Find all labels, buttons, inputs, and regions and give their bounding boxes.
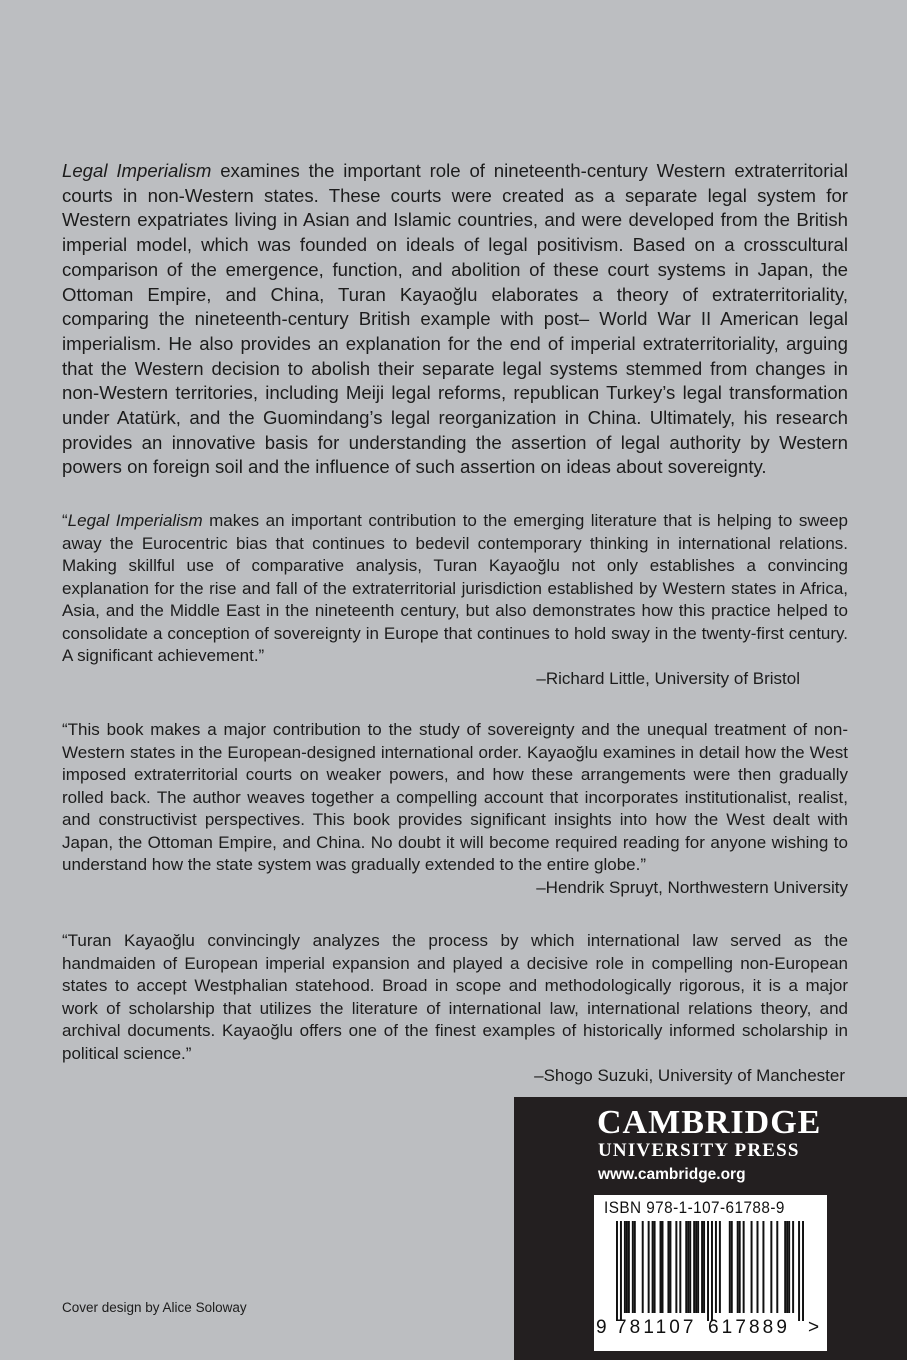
barcode-bar [626, 1221, 628, 1313]
barcode-bar [620, 1221, 622, 1321]
quote-text: “Turan Kayaoğlu convincingly analyzes the process by which international law served as the handmaiden of European imperial expansion and played a decisive role in compelling non-European states to accept Westphalian statehood. Broad in scope and methodologically rigorous, it is a major work of scholarship that utilizes the literature of international law, international relations theory, and archival documents. Kayaoğlu offers one of the finest examples of historically informed scholarship in political science.” [62, 931, 848, 1063]
description-text: examines the important role of nineteenth-century Western extraterritorial courts in non-Western states. These courts were created as a separate legal system for Western expatriates living in Asian and Islamic countries, and were developed from the British imperial model, which was founded on ideals of legal positivism. Based on a crosscultural comparison of the emergence, function, and abolition of these court systems in Japan, the Ottoman Empire, and China, Turan Kayaoğlu elaborates a theory of extraterritoriality, comparing the nineteenth-century British example with post– World War II American legal imperialism. He also provides an explanation for the end of imperial extraterritoriality, arguing that the Western decision to abolish their separate legal systems stemmed from changes in non-Western territories, including Meiji legal reforms, republican Turkey’s legal transformation under Atatürk, and the Guomindang’s legal reorganization in China. Ultimately, his research provides an innovative basis for understanding the assertion of legal authority by Western powers on foreign soil and the influence of such assertion on ideas about sovereignty. [62, 160, 848, 478]
barcode-bar [711, 1221, 713, 1321]
barcode-digits-right: 617889 [708, 1317, 791, 1338]
quote-text: makes an important contribution to the emerging literature that is helping to sweep away the Eurocentric bias that continues to bedevil contemporary thinking in international relations. Making skillful use of comparative analysis, Turan Kayaoğlu not only establishes a convincing explanation for the rise and fall of the extraterritorial jurisdiction established by Western states in Africa, Asia, and the Middle East in the nineteenth century, but also demonstrates how this practice helped to consolidate a conception of sovereignty in Europe that continues to hold sway in the twenty-first century. A significant achievement.” [62, 511, 848, 665]
publisher-block [514, 1097, 907, 1360]
book-description [62, 159, 848, 480]
barcode-bar [788, 1221, 790, 1313]
barcode-bar [679, 1221, 681, 1313]
endorsement-quote [62, 510, 848, 690]
quote-attribution: –Richard Little, University of Bristol [536, 668, 800, 688]
barcode-bar [729, 1221, 731, 1313]
barcode-bar [737, 1221, 739, 1313]
barcode-bar [675, 1221, 677, 1313]
barcode-bar [798, 1221, 800, 1321]
quote-text: “This book makes a major contribution to the study of sovereignty and the unequal treatment of non-Western states in the European-designed international order. Kayaoğlu examines in detail how the West imposed extraterritorial courts on weaker powers, and how these arrangements were then gradually rolled back. The author weaves together a compelling account that incorporates institutionalist, realist, and constructivist perspectives. This book provides significant insights into how the West dealt with Japan, the Ottoman Empire, and China. No doubt it will become required reading for anyone wishing to understand how the state system was gradually extended to the entire globe.” [62, 720, 848, 874]
endorsement-quote [62, 930, 848, 1088]
barcode-bar [784, 1221, 786, 1313]
quote-book-title: Legal Imperialism [67, 511, 203, 530]
barcode-bar [743, 1221, 745, 1313]
barcode-bar [715, 1221, 717, 1313]
barcode-bars [602, 1221, 804, 1321]
barcode-bar [632, 1221, 634, 1313]
barcode-bar [770, 1221, 772, 1313]
publisher-logo-subtitle: UNIVERSITY PRESS [598, 1140, 800, 1161]
barcode-bar [685, 1221, 687, 1313]
publisher-logo-name: CAMBRIDGE [597, 1104, 822, 1141]
barcode-bar [786, 1221, 788, 1313]
barcode-bar [719, 1221, 721, 1313]
barcode-bar [695, 1221, 697, 1313]
barcode-bar [662, 1221, 664, 1313]
barcode-bar [731, 1221, 733, 1313]
quote-open-mark: “ [62, 511, 68, 530]
quote-attribution: –Shogo Suzuki, University of Manchester [534, 1066, 845, 1085]
barcode-digit-lead: 9 [596, 1317, 607, 1338]
barcode-bar [762, 1221, 764, 1313]
barcode-bar [751, 1221, 753, 1313]
book-title-italic: Legal Imperialism [62, 160, 212, 181]
barcode [594, 1195, 827, 1351]
barcode-bar [669, 1221, 671, 1313]
barcode-bar [687, 1221, 689, 1313]
barcode-bar [776, 1221, 778, 1313]
barcode-bar [757, 1221, 759, 1313]
barcode-bar [703, 1221, 705, 1313]
barcode-bar [802, 1221, 804, 1321]
barcode-bar [660, 1221, 662, 1313]
barcode-bar [624, 1221, 626, 1313]
isbn-label: ISBN 978-1-107-61788-9 [604, 1198, 785, 1217]
barcode-bar [697, 1221, 699, 1313]
barcode-bar [701, 1221, 703, 1313]
barcode-bar [689, 1221, 691, 1313]
cover-design-credit: Cover design by Alice Soloway [62, 1300, 247, 1315]
barcode-bar [654, 1221, 656, 1313]
publisher-url: www.cambridge.org [598, 1166, 746, 1183]
quote-attribution: –Hendrik Spruyt, Northwestern University [536, 877, 848, 897]
barcode-bar [628, 1221, 630, 1313]
barcode-bar [652, 1221, 654, 1313]
barcode-bar [693, 1221, 695, 1313]
barcode-bar [739, 1221, 741, 1313]
barcode-bar [707, 1221, 709, 1321]
barcode-bar [634, 1221, 636, 1313]
barcode-quiet-mark: > [808, 1317, 820, 1338]
barcode-bar [616, 1221, 618, 1321]
barcode-bar [642, 1221, 644, 1313]
endorsement-quote [62, 719, 848, 899]
barcode-bar [648, 1221, 650, 1313]
barcode-bar [792, 1221, 794, 1313]
barcode-bar [667, 1221, 669, 1313]
barcode-digits-left: 781107 [616, 1317, 697, 1338]
